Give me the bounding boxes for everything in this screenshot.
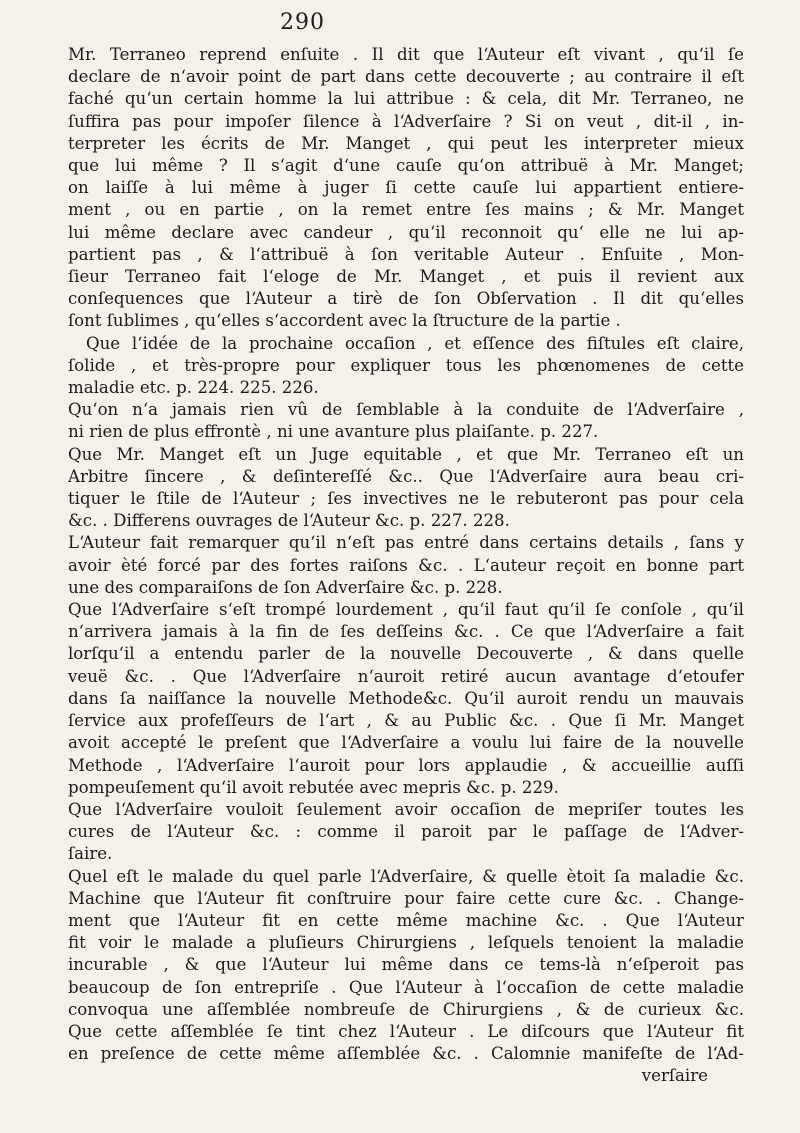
text-line: ſervice aux profeſſeurs de l‘art , & au Public &c. . Que ſi Mr. Manget [68, 711, 744, 731]
text-line: Methode , l‘Adverſaire l‘auroit pour lors applaudie , & accueillie auſſi [68, 755, 744, 775]
text-line: ſuffira pas pour impoſer ſilence à l‘Adverſaire ? Si on veut , dit-il , in- [68, 111, 744, 131]
text-line: Arbitre ſincere , & deſintereſſé &c.. Que l‘Adverſaire aura beau cri- [68, 466, 744, 486]
text-line: lui même declare avec candeur , qu‘il reconnoit qu‘ elle ne lui ap- [68, 222, 744, 242]
text-line: ſont ſublimes , qu‘elles s‘accordent avec la ſtructure de la partie . [68, 311, 621, 331]
text-line: Qu‘on n‘a jamais rien vû de ſemblable à la conduite de l‘Adverſaire , [68, 400, 744, 420]
text-line: conſequences que l‘Auteur a tirè de ſon Obſervation . Il dit qu‘elles [68, 289, 744, 309]
text-line: L‘Auteur fait remarquer qu‘il n‘eſt pas entré dans certains details , ſans y [68, 533, 744, 553]
catchword: verſaire [641, 1066, 708, 1086]
text-line: lorſqu‘il a entendu parler de la nouvelle Decouverte , & dans quelle [68, 644, 744, 664]
text-line: Quel eſt le malade du quel parle l‘Adverſaire, & quelle ètoit ſa maladie &c. [68, 866, 744, 886]
body-text [68, 44, 744, 1065]
text-line: faché qu‘un certain homme la lui attribue : & cela, dit Mr. Terraneo, ne [68, 89, 744, 109]
text-line: Que l‘Adverſaire vouloit ſeulement avoir occaſion de mepriſer toutes les [68, 799, 744, 819]
text-line: incurable , & que l‘Auteur lui même dans ce tems-là n‘eſperoit pas [68, 955, 744, 975]
text-line: veuë &c. . Que l‘Adverſaire n‘auroit retiré aucun avantage d‘etoufer [68, 666, 744, 686]
text-line: Que l‘idée de la prochaine occaſion , et eſſence des fiſtules eſt claire, [86, 333, 744, 353]
text-line: maladie etc. p. 224. 225. 226. [68, 378, 319, 398]
text-line: convoqua une aſſemblée nombreuſe de Chirurgiens , & de curieux &c. [68, 999, 744, 1019]
text-line: ni rien de plus effrontè , ni une avanture plus plaiſante. p. 227. [68, 422, 599, 442]
text-line: que lui même ? Il s‘agit d‘une cauſe qu‘on attribuë à Mr. Manget; [68, 156, 744, 176]
text-line: cures de l‘Auteur &c. : comme il paroit par le paſſage de l‘Adver- [68, 822, 744, 842]
text-line: on laiſſe à lui même à juger ſi cette cauſe lui appartient entiere- [68, 178, 744, 198]
text-line: declare de n‘avoir point de part dans cette decouverte ; au contraire il eſt [68, 67, 744, 87]
text-line: terpreter les écrits de Mr. Manget , qui peut les interpreter mieux [68, 133, 744, 153]
page-number: 290 [280, 10, 325, 35]
text-line: beaucoup de ſon entrepriſe . Que l‘Auteur à l‘occaſion de cette maladie [68, 977, 744, 997]
text-line: Mr. Terraneo reprend enſuite . Il dit que l‘Auteur eſt vivant , qu‘il ſe [68, 45, 744, 64]
text-line: ſieur Terraneo fait l‘eloge de Mr. Manget , et puis il revient aux [68, 267, 744, 287]
text-line: tiquer le ſtile de l‘Auteur ; ſes invectives ne le rebuteront pas pour cela [68, 489, 744, 509]
text-line: Que cette aſſemblée ſe tint chez l‘Auteur . Le diſcours que l‘Auteur fit [68, 1021, 744, 1041]
text-line: ment que l‘Auteur fit en cette même machine &c. . Que l‘Auteur [68, 910, 744, 930]
text-line: fit voir le malade a pluſieurs Chirurgiens , leſquels tenoient la maladie [68, 933, 744, 953]
text-line: partient pas , & l‘attribuë à ſon veritable Auteur . Enſuite , Mon- [68, 244, 744, 264]
text-line: ſaire. [68, 844, 113, 864]
text-line: avoit accepté le preſent que l‘Adverſaire a voulu lui faire de la nouvelle [68, 733, 744, 753]
text-line: ſolide , et très-propre pour expliquer tous les phœnomenes de cette [68, 355, 744, 375]
text-line: n‘arrivera jamais à la fin de ſes deſſeins &c. . Ce que l‘Adverſaire a fait [68, 622, 744, 642]
text-line: une des comparaiſons de ſon Adverſaire &c. p. 228. [68, 577, 503, 597]
text-line: avoir èté forcé par des fortes raiſons &c. . L‘auteur reçoit en bonne part [68, 555, 744, 575]
text-line: ment , ou en partie , on la remet entre ſes mains ; & Mr. Manget [68, 200, 744, 220]
text-line: &c. . Differens ouvrages de l‘Auteur &c. p. 227. 228. [68, 511, 510, 531]
text-line: pompeuſement qu‘il avoit rebutée avec mepris &c. p. 229. [68, 777, 559, 797]
text-line: dans ſa naiſſance la nouvelle Methode&c. Qu‘il auroit rendu un mauvais [68, 688, 744, 708]
text-line: Machine que l‘Auteur fit conſtruire pour faire cette cure &c. . Change- [68, 888, 744, 908]
text-line: Que l‘Adverſaire s‘eſt trompé lourdement , qu‘il faut qu‘il ſe conſole , qu‘il [68, 600, 744, 620]
text-line: Que Mr. Manget eſt un Juge equitable , et que Mr. Terraneo eſt un [68, 444, 744, 464]
text-line: en preſence de cette même aſſemblée &c. . Calomnie manifeſte de l‘Ad- [68, 1044, 744, 1064]
